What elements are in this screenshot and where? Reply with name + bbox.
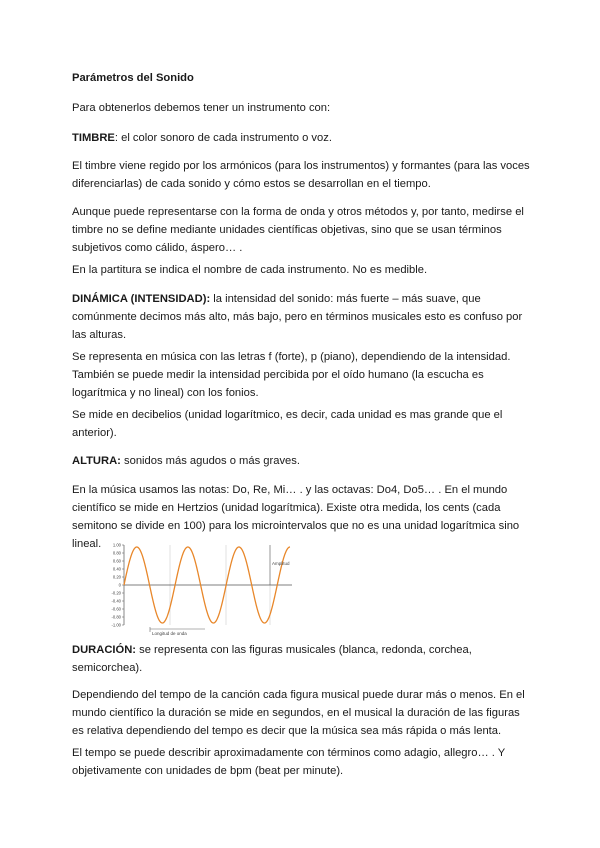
y-tick-label: -0.80	[111, 614, 121, 620]
wavelength-label: Longitud de onda	[152, 631, 187, 636]
y-tick-label: -0.40	[111, 598, 121, 604]
sine-wave-figure	[110, 541, 295, 636]
y-axis-ticks	[111, 543, 124, 628]
dinamica-paragraph-1: Se representa en música con las letras f (forte), p (piano), dependiendo de la intensidad. También se puede medir la intensidad percibida por el oído humano (la escucha es logarítmica y no lineal) con los fonios.	[72, 351, 511, 399]
y-tick-label: -1.00	[111, 622, 121, 628]
intro-paragraph: Para obtenerlos debemos tener un instrumento con:	[72, 102, 331, 114]
timbre-paragraph-3: En la partitura se indica el nombre de cada instrumento. No es medible.	[72, 264, 428, 276]
y-tick-label: 0.40	[112, 566, 121, 572]
y-tick-label: 1.00	[112, 542, 121, 548]
timbre-paragraph-2: Aunque puede representarse con la forma de onda y otros métodos y, por tanto, medirse el timbre no se define mediante unidades científicas objetivas, sino que se usan términos subjetivos como cálido, áspero… .	[72, 206, 524, 254]
y-tick-label: -0.60	[111, 606, 121, 612]
page-title: Parámetros del Sonido	[72, 72, 194, 84]
y-tick-label: 0.60	[112, 558, 121, 564]
y-tick-label: 0.20	[112, 574, 121, 580]
altura-definition: ALTURA: sonidos más agudos o más graves.	[72, 455, 300, 467]
y-tick-label: 0	[118, 582, 121, 588]
amplitude-label: Amplitud	[272, 561, 290, 566]
timbre-definition: TIMBRE: el color sonoro de cada instrumento o voz.	[72, 132, 332, 144]
duracion-paragraph-1: Dependiendo del tempo de la canción cada figura musical puede durar más o menos. En el mundo científico la duración se mide en segundos, en el musical la duración de las figuras es relativa dependiendo del tempo es decir que la música sea más rápida o más lenta.	[72, 689, 525, 737]
duracion-definition: DURACIÓN: se representa con las figuras musicales (blanca, redonda, corchea, semicorchea).	[72, 644, 472, 674]
timbre-label: TIMBRE	[72, 132, 115, 144]
y-tick-label: -0.20	[111, 590, 121, 596]
y-tick-label: 0.80	[112, 550, 121, 556]
duracion-paragraph-2: El tempo se puede describir aproximadamente con términos como adagio, allegro… . Y objetivamente con unidades de bpm (beat per minute).	[72, 747, 506, 777]
altura-paragraph-1: En la música usamos las notas: Do, Re, Mi… . y las octavas: Do4, Do5… . En el mundo científico se mide en Hertzios (unidad logarítmica). Existe otra medida, los cents (cada semitono se divide en 100) para los microintervalos que no es una unidad logarítmica sino lineal.	[72, 484, 520, 550]
altura-label: ALTURA:	[72, 455, 121, 467]
dinamica-definition: DINÁMICA (INTENSIDAD): la intensidad del sonido: más fuerte – más suave, que comúnmente decimos más alto, más bajo, pero en términos musicales esto es confuso por las alturas.	[72, 293, 523, 341]
dinamica-paragraph-2: Se mide en decibelios (unidad logarítmico, es decir, cada unidad es mas grande que el anterior).	[72, 409, 503, 439]
timbre-paragraph-1: El timbre viene regido por los armónicos (para los instrumentos) y formantes (para las voces diferenciarlas) de cada sonido y cómo estos se desarrollan en el tiempo.	[72, 160, 530, 190]
duracion-label: DURACIÓN:	[72, 644, 137, 656]
dinamica-label: DINÁMICA (INTENSIDAD):	[72, 293, 211, 305]
